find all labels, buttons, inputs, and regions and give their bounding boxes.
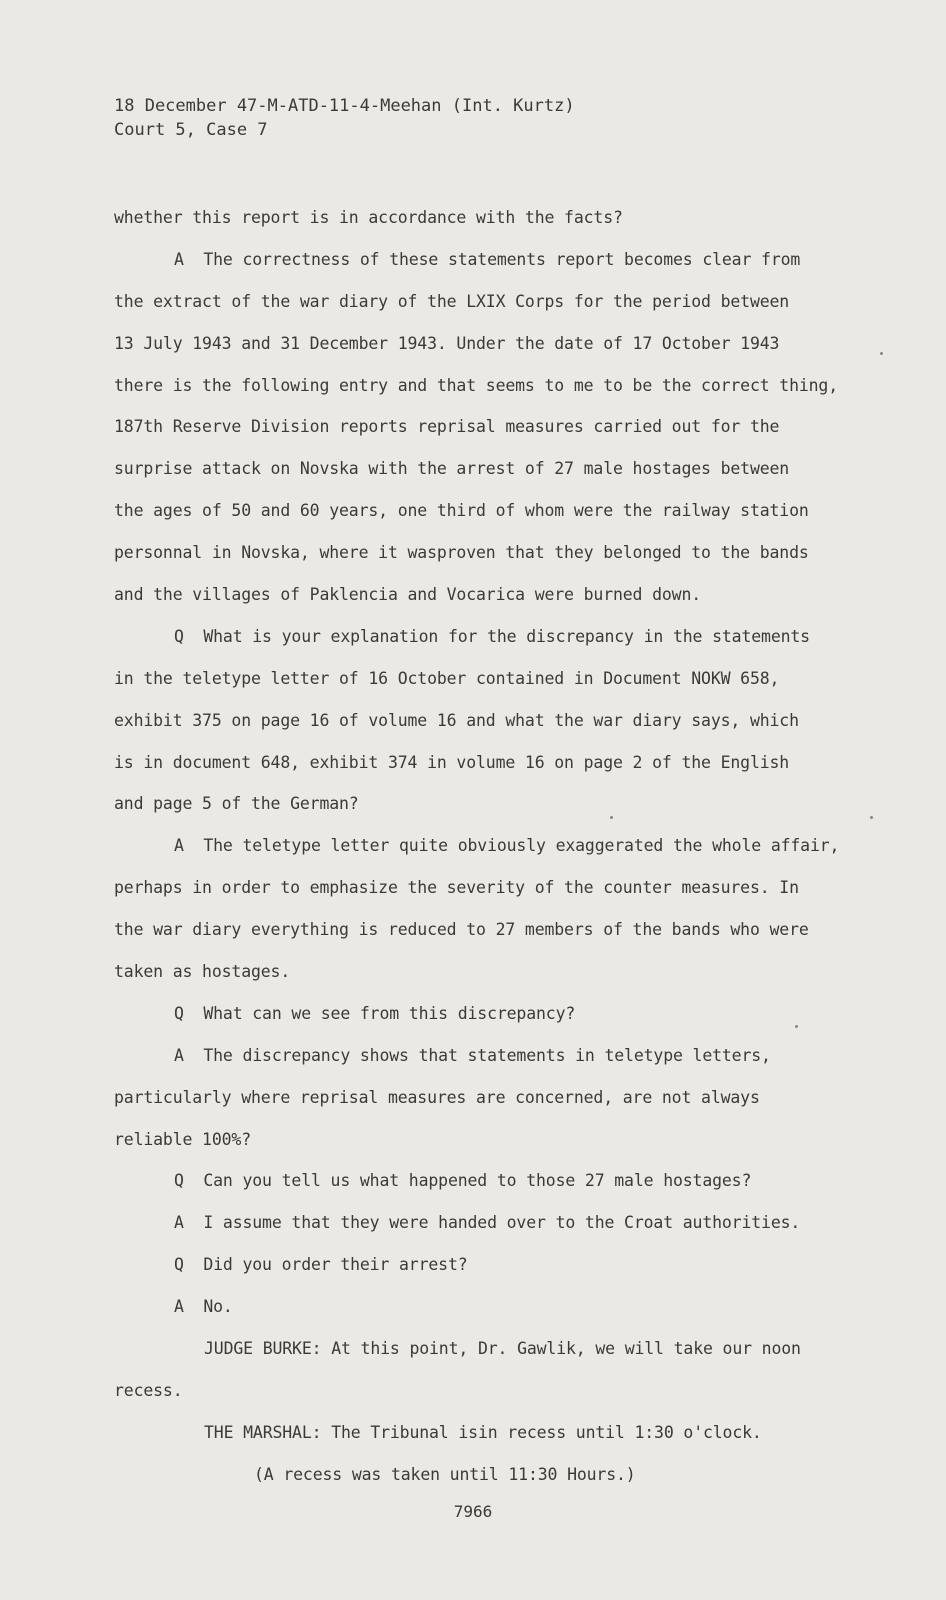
transcript-line: in the teletype letter of 16 October contained in Document NOKW 658, — [114, 668, 780, 688]
transcript-body — [114, 197, 874, 1496]
page-number: 7966 — [453, 1502, 493, 1521]
answer-line: A The teletype letter quite obviously exaggerated the whole affair, — [174, 836, 840, 856]
question-line: Q Did you order their arrest? — [174, 1255, 468, 1275]
header-court-line: Court 5, Case 7 — [114, 120, 268, 140]
transcript-line: particularly where reprisal measures are concerned, are not always — [114, 1087, 760, 1107]
answer-line: A No. — [174, 1297, 233, 1317]
transcript-line: reliable 100%? — [114, 1129, 251, 1149]
transcript-line: taken as hostages. — [114, 962, 291, 982]
paper-speck — [880, 352, 883, 355]
paper-speck — [795, 1025, 798, 1028]
transcript-line: there is the following entry and that seems to me to be the correct thing, — [114, 375, 839, 395]
transcript-line: and page 5 of the German? — [114, 794, 359, 814]
transcript-line: perhaps in order to emphasize the severity of the counter measures. In — [114, 878, 799, 898]
transcript-line: exhibit 375 on page 16 of volume 16 and what the war diary says, which — [114, 710, 799, 730]
transcript-header — [114, 94, 575, 142]
answer-line: A I assume that they were handed over to the Croat authorities. — [174, 1213, 801, 1233]
transcript-line: 13 July 1943 and 31 December 1943. Under the date of 17 October 1943 — [114, 333, 780, 353]
question-line: Q Can you tell us what happened to those 27 male hostages? — [174, 1171, 752, 1191]
transcript-line: is in document 648, exhibit 374 in volume 16 on page 2 of the English — [114, 752, 790, 772]
transcript-line: the ages of 50 and 60 years, one third of whom were the railway station — [114, 501, 809, 521]
speaker-line: THE MARSHAL: The Tribunal isin recess until 1:30 o'clock. — [204, 1422, 762, 1442]
question-line: Q What can we see from this discrepancy? — [174, 1003, 576, 1023]
transcript-line: whether this report is in accordance with the facts? — [114, 208, 623, 227]
transcript-line: the extract of the war diary of the LXIX Corps for the period between — [114, 291, 790, 311]
transcript-line: surprise attack on Novska with the arrest of 27 male hostages between — [114, 459, 790, 479]
paper-speck — [870, 816, 873, 819]
transcript-line: personnal in Novska, where it wasproven that they belonged to the bands — [114, 543, 809, 563]
question-line: Q What is your explanation for the discrepancy in the statements — [174, 626, 810, 646]
transcript-line: 187th Reserve Division reports reprisal measures carried out for the — [114, 417, 780, 437]
header-date-line: 18 December 47-M-ATD-11-4-Meehan (Int. Kurtz) — [114, 96, 575, 116]
paper-speck — [610, 816, 613, 819]
stage-direction-line: (A recess was taken until 11:30 Hours.) — [254, 1464, 636, 1484]
transcript-line: and the villages of Paklencia and Vocarica were burned down. — [114, 585, 702, 605]
speaker-line: JUDGE BURKE: At this point, Dr. Gawlik, we will take our noon — [204, 1339, 801, 1359]
transcript-line: the war diary everything is reduced to 27 members of the bands who were — [114, 920, 809, 940]
answer-line: A The discrepancy shows that statements in teletype letters, — [174, 1045, 771, 1065]
answer-line: A The correctness of these statements report becomes clear from — [174, 249, 801, 269]
transcript-line: recess. — [114, 1380, 183, 1400]
